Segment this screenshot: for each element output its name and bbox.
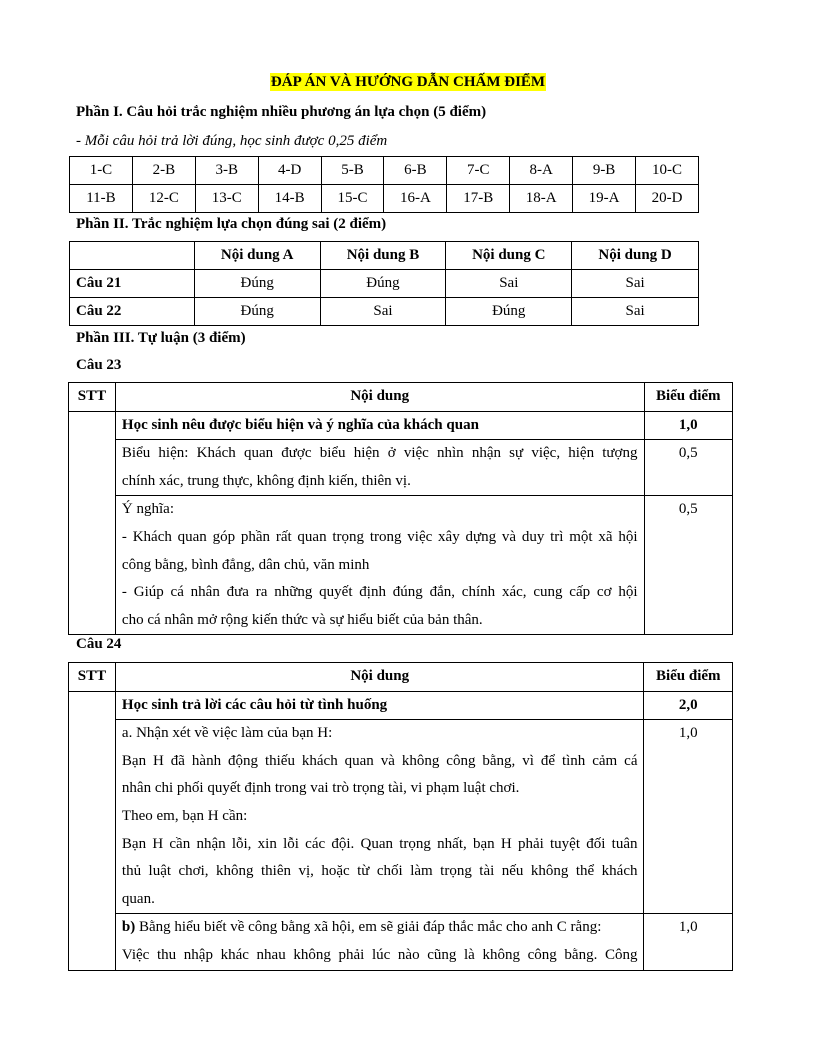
content-cell: [115, 720, 644, 914]
answer-cell: 20-D: [636, 185, 699, 213]
answer-cell: 10-C: [636, 157, 699, 185]
content-line: Ý nghĩa:: [121, 501, 174, 518]
answer-cell: 14-B: [258, 185, 321, 213]
part1-note: - Mỗi câu hỏi trả lời đúng, học sinh được 0,25 điểm: [76, 133, 388, 149]
table-header-row: [69, 663, 733, 692]
content-cell: [115, 914, 644, 970]
answer-key-table: [69, 156, 699, 213]
header-score: Biểu điểm: [644, 663, 733, 692]
part2-heading: Phần II. Trắc nghiệm lựa chọn đúng sai (2 điểm): [76, 216, 387, 232]
answer-cell: 18-A: [510, 185, 573, 213]
table-row: [70, 298, 699, 326]
header-cell: Nội dung C: [446, 242, 572, 270]
content-line: Bạn H cần nhận lỗi, xin lỗi các đội. Quan trọng nhất, bạn H phải tuyệt đối tuân: [121, 835, 638, 852]
table-header-row: [70, 242, 699, 270]
content-line: thủ luật chơi, không thiên vị, hoặc từ chối làm trọng tài nếu không thể khách: [121, 863, 638, 880]
stt-cell: [69, 691, 116, 970]
table-cell: Đúng: [446, 298, 572, 326]
answer-cell: 2-B: [132, 157, 195, 185]
content-cell: [115, 440, 644, 496]
table-row: [69, 720, 733, 914]
score-cell: 1,0: [644, 914, 733, 970]
item-b-first-line: Bằng hiểu biết về công bằng xã hội, em sẽ giải đáp thắc mắc cho anh C rằng:: [135, 919, 602, 936]
table-cell: Đúng: [194, 298, 320, 326]
summary-content: Học sinh nêu được biểu hiện và ý nghĩa của khách quan: [115, 411, 644, 440]
stt-cell: [69, 411, 116, 635]
true-false-table: [69, 241, 699, 326]
content-line: Việc thu nhập khác nhau không phải lúc nào cũng là không công bằng. Công: [121, 946, 638, 963]
answer-cell: 5-B: [321, 157, 384, 185]
header-content: Nội dung: [115, 383, 644, 412]
content-line: Biểu hiện: Khách quan được biểu hiện ở việc nhìn nhận sự việc, hiện tượng: [121, 445, 638, 462]
content-line: Bạn H đã hành động thiếu khách quan và không công bằng, vì để tình cảm cá: [121, 752, 638, 769]
row-label: Câu 22: [70, 298, 195, 326]
header-cell: Nội dung B: [320, 242, 446, 270]
answer-cell: 12-C: [132, 185, 195, 213]
answer-cell: 16-A: [384, 185, 447, 213]
header-cell: Nội dung A: [194, 242, 320, 270]
answer-row: [70, 185, 699, 213]
answer-cell: 17-B: [447, 185, 510, 213]
table-row: [70, 270, 699, 298]
header-stt: STT: [69, 663, 116, 692]
part1-heading: Phần I. Câu hỏi trắc nghiệm nhiều phương án lựa chọn (5 điểm): [76, 104, 487, 120]
question-24-table: [68, 662, 733, 971]
table-row: [69, 411, 733, 440]
score-cell: 0,5: [644, 496, 733, 635]
content-line: quan.: [121, 890, 155, 907]
header-cell: Nội dung D: [572, 242, 699, 270]
answer-cell: 11-B: [70, 185, 133, 213]
table-cell: Sai: [320, 298, 446, 326]
answer-cell: 3-B: [195, 157, 258, 185]
table-cell: Đúng: [194, 270, 320, 298]
content-line: chính xác, trung thực, không định kiến, thiên vị.: [121, 472, 411, 489]
document-title: ĐÁP ÁN VÀ HƯỚNG DẪN CHẤM ĐIỂM: [270, 74, 546, 90]
row-label: Câu 21: [70, 270, 195, 298]
header-cell-empty: [70, 242, 195, 270]
summary-content: Học sinh trả lời các câu hỏi từ tình huống: [115, 691, 644, 720]
content-line: công bằng, bình đẳng, dân chủ, văn minh: [121, 556, 370, 573]
answer-cell: 1-C: [70, 157, 133, 185]
content-line: [122, 914, 638, 942]
content-line: - Khách quan góp phần rất quan trọng trong việc xây dựng và duy trì một xã hội: [121, 528, 638, 545]
score-cell: 0,5: [644, 440, 733, 496]
content-line: a. Nhận xét về việc làm của bạn H:: [121, 725, 333, 742]
table-row: [69, 496, 733, 635]
content-line: nhân chi phối quyết định trong vai trò trọng tài, vi phạm luật chơi.: [121, 780, 520, 797]
table-row: [69, 440, 733, 496]
answer-cell: 13-C: [195, 185, 258, 213]
content-line: Theo em, bạn H cần:: [121, 807, 248, 824]
answer-cell: 4-D: [258, 157, 321, 185]
answer-cell: 6-B: [384, 157, 447, 185]
table-cell: Sai: [572, 270, 699, 298]
score-cell: 1,0: [644, 720, 733, 914]
answer-cell: 7-C: [447, 157, 510, 185]
item-b-prefix: b): [121, 919, 136, 936]
answer-cell: 19-A: [573, 185, 636, 213]
content-line: cho cá nhân mở rộng kiến thức và sự hiểu biết của bản thân.: [121, 611, 483, 628]
question-24-label: Câu 24: [76, 636, 122, 652]
table-row: [69, 691, 733, 720]
summary-score: 2,0: [644, 691, 733, 720]
header-score: Biểu điểm: [644, 383, 733, 412]
part3-heading: Phần III. Tự luận (3 điểm): [76, 330, 246, 346]
table-cell: Đúng: [320, 270, 446, 298]
header-stt: STT: [69, 383, 116, 412]
answer-cell: 9-B: [573, 157, 636, 185]
answer-cell: 8-A: [510, 157, 573, 185]
answer-cell: 15-C: [321, 185, 384, 213]
question-23-table: [68, 382, 733, 635]
header-content: Nội dung: [115, 663, 644, 692]
table-cell: Sai: [446, 270, 572, 298]
question-23-label: Câu 23: [76, 357, 122, 373]
summary-score: 1,0: [644, 411, 733, 440]
answer-row: [70, 157, 699, 185]
table-header-row: [69, 383, 733, 412]
content-cell: [115, 496, 644, 635]
table-row: [69, 914, 733, 970]
table-cell: Sai: [572, 298, 699, 326]
content-line: - Giúp cá nhân đưa ra những quyết định đúng đắn, chính xác, cung cấp cơ hội: [121, 584, 638, 601]
